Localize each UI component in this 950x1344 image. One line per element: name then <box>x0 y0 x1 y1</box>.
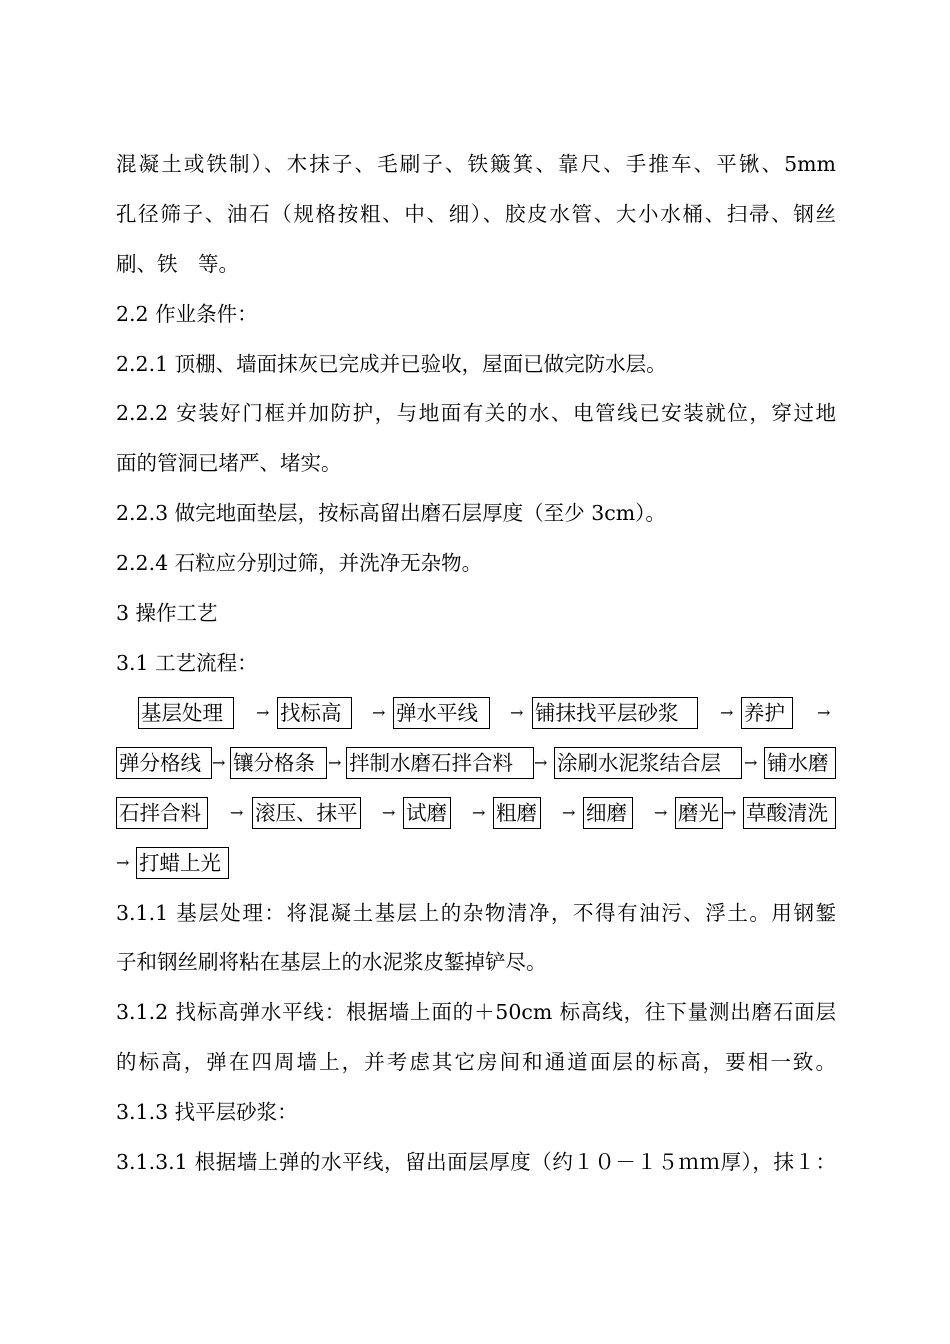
flow-arrow: → <box>212 753 226 772</box>
flow-step-box: 细磨 <box>583 797 633 829</box>
text-line-3: 刷、铁 等。 <box>116 252 239 276</box>
text-line-3-1-1-cont: 子和钢丝刷将粘在基层上的水泥浆皮錾掉铲尽。 <box>116 950 547 974</box>
flow-arrow: → <box>654 803 668 822</box>
flow-arrow: → <box>472 803 486 822</box>
text-line-3-1-3: 3.1.3 找平层砂浆： <box>116 1100 298 1124</box>
flow-step-box: 铺抹找平层砂浆 <box>532 697 698 729</box>
flow-step-box: 镶分格条 <box>230 747 327 779</box>
flow-step-box: 找标高 <box>277 697 352 729</box>
text-line-2-2-2-cont: 面的管洞已堵严、堵实。 <box>116 451 342 475</box>
flow-step-box: 打蜡上光 <box>136 847 229 879</box>
text-line-3-1-2-cont: 的标高，弹在四周墙上，并考虑其它房间和通道面层的标高，要相一致。 <box>116 1050 836 1074</box>
flow-step-box: 磨光 <box>675 797 723 829</box>
section-heading-3-1: 3.1 工艺流程： <box>116 651 258 675</box>
text-line-2-2-3: 2.2.3 做完地面垫层，按标高留出磨石层厚度（至少 3cm）。 <box>116 501 666 525</box>
flow-arrow: → <box>328 753 342 772</box>
flow-step-box: 草酸清洗 <box>743 797 836 829</box>
flow-step-box: 粗磨 <box>493 797 541 829</box>
flow-step-box: 基层处理 <box>138 697 234 729</box>
flow-step-box: 涂刷水泥浆结合层 <box>554 747 742 779</box>
process-flow-row-4 <box>116 847 836 881</box>
section-heading-3: 3 操作工艺 <box>116 601 218 625</box>
flow-arrow: → <box>256 703 270 722</box>
text-line-2-2-4: 2.2.4 石粒应分别过筛，并洗净无杂物。 <box>116 551 483 575</box>
section-heading-2-2: 2.2 作业条件： <box>116 302 258 326</box>
flow-arrow: → <box>562 803 576 822</box>
flow-arrow: → <box>230 803 244 822</box>
flow-step-box: 拌制水磨石拌合料 <box>346 747 534 779</box>
flow-arrow: → <box>382 803 396 822</box>
text-line-1: 混凝土或铁制）、木抹子、毛刷子、铁簸箕、靠尺、手推车、平锹、5mm <box>116 152 836 176</box>
flow-arrow: → <box>817 703 831 722</box>
flow-arrow: → <box>372 703 386 722</box>
text-line-3-1-3-1: 3.1.3.1 根据墙上弹的水平线，留出面层厚度（约１０－１５ｍｍ厚），抹１： <box>116 1150 836 1174</box>
process-flow-row-3 <box>116 797 836 831</box>
flow-step-box: 弹水平线 <box>393 697 490 729</box>
text-line-3-1-2: 3.1.2 找标高弹水平线：根据墙上面的＋50cm 标高线，往下量测出磨石面层 <box>116 1000 836 1024</box>
flow-step-box: 弹分格线 <box>116 747 212 779</box>
text-line-2: 孔径筛子、油石（规格按粗、中、细）、胶皮水管、大小水桶、扫帚、钢丝 <box>116 202 836 226</box>
text-line-2-2-1: 2.2.1 顶棚、墙面抹灰已完成并已验收，屋面已做完防水层。 <box>116 352 667 376</box>
flow-step-box: 滚压、抹平 <box>252 797 361 829</box>
flow-arrow: → <box>723 803 737 822</box>
text-line-3-1-1: 3.1.1 基层处理：将混凝土基层上的杂物清净，不得有油污、浮土。用钢錾 <box>116 901 836 925</box>
flow-step-box: 石拌合料 <box>116 797 208 829</box>
flow-step-box: 试磨 <box>403 797 451 829</box>
flow-arrow: → <box>744 753 758 772</box>
process-flow-row-1 <box>116 697 836 731</box>
process-flow-row-2 <box>116 747 836 781</box>
flow-arrow: → <box>720 703 734 722</box>
flow-step-box: 铺水磨 <box>764 747 836 779</box>
text-line-2-2-2: 2.2.2 安装好门框并加防护，与地面有关的水、电管线已安装就位，穿过地 <box>116 401 836 425</box>
flow-arrow: → <box>534 753 548 772</box>
flow-arrow: → <box>116 853 130 872</box>
flow-step-box: 养护 <box>741 697 793 729</box>
flow-arrow: → <box>510 703 524 722</box>
